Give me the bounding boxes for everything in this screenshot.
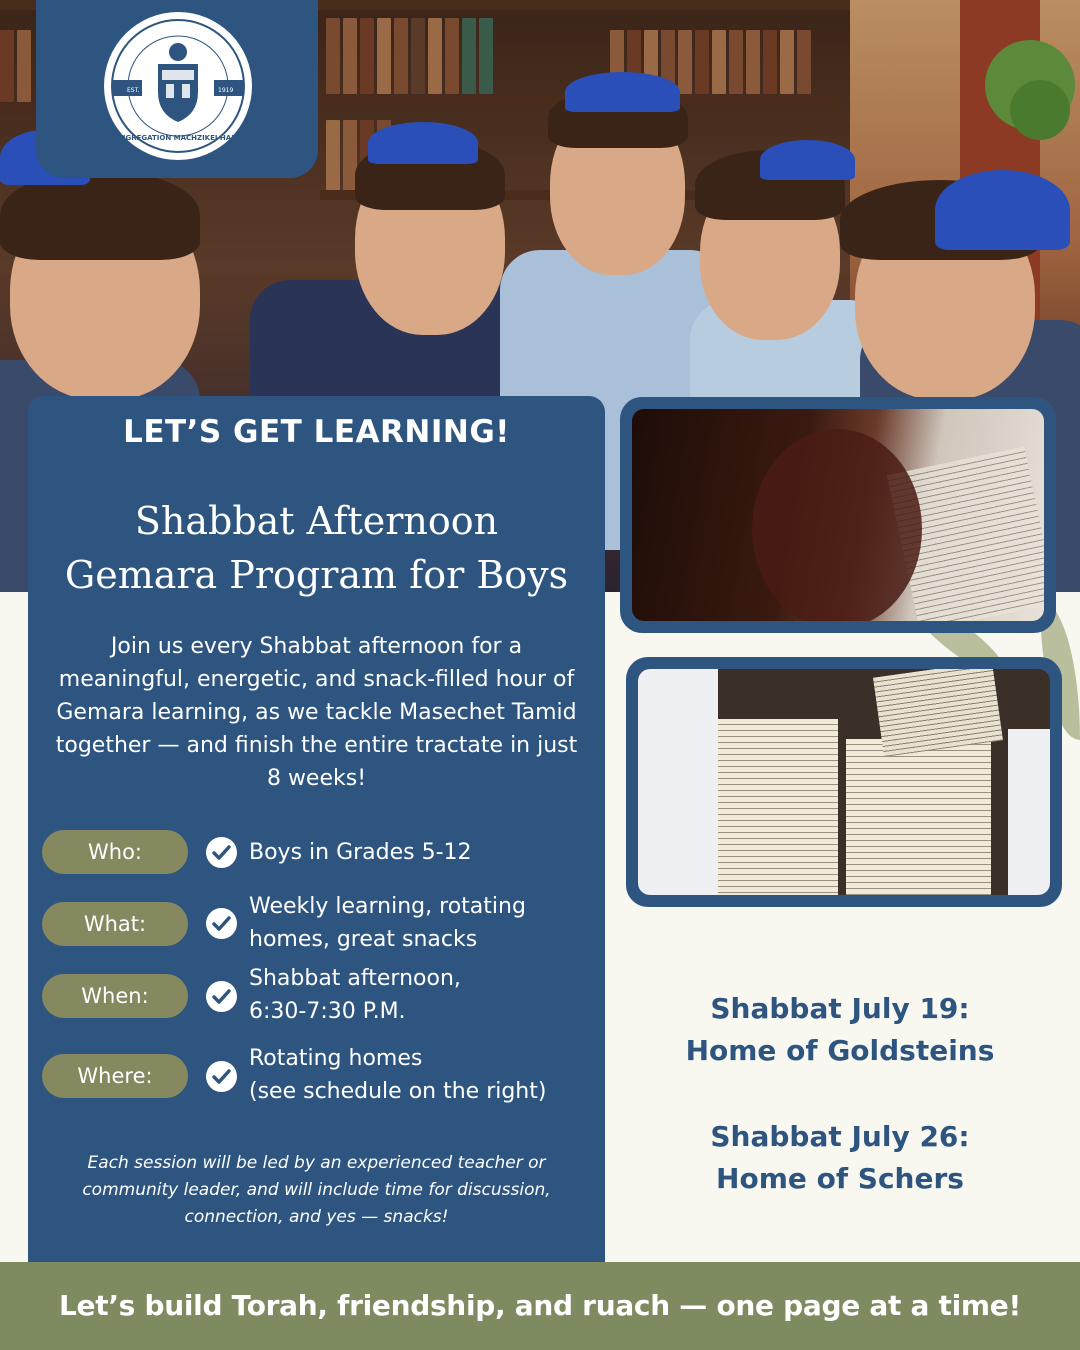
photo-study-table (626, 657, 1062, 907)
detail-when (42, 968, 592, 1038)
footer-tagline: Let’s build Torah, friendship, and ruach — one page at a time! (0, 1262, 1080, 1350)
checkmark-icon (206, 1061, 237, 1092)
detail-what (42, 890, 592, 960)
detail-value-line: Weekly learning, rotating (249, 894, 526, 919)
program-title (28, 494, 605, 602)
program-title-line1: Shabbat Afternoon (134, 499, 499, 543)
logo-tab (36, 0, 318, 178)
schedule-entry (640, 988, 1040, 1072)
schedule-host: Home of Schers (716, 1162, 964, 1195)
checkmark-icon (206, 981, 237, 1012)
detail-value-line: 6:30-7:30 P.M. (249, 999, 406, 1024)
checkmark-icon (206, 908, 237, 939)
kicker-heading: LET’S GET LEARNING! (123, 414, 510, 450)
photo-study-image (638, 669, 1050, 895)
congregation-logo (104, 12, 252, 160)
detail-value (249, 962, 594, 1028)
head-silhouette (752, 429, 922, 621)
detail-value (249, 1042, 594, 1108)
photo-closeup-image (632, 409, 1044, 621)
logo-est: EST. (127, 87, 140, 94)
logo-name: CONGREGATION MACHZIKEI HADAS (108, 134, 248, 142)
bookshelf (0, 105, 40, 115)
arm-sleeve (638, 669, 718, 895)
books (0, 30, 31, 102)
arm-sleeve (1008, 729, 1050, 895)
schedule-host: Home of Goldsteins (685, 1034, 995, 1067)
schedule-date: Shabbat July 26: (710, 1120, 970, 1153)
logo-text-overlay (104, 12, 252, 160)
detail-value (249, 890, 594, 956)
detail-label-pill: When: (42, 974, 188, 1018)
session-note: Each session will be led by an experienced teacher or community leader, and will include time for discussion, connection, and yes — snacks! (82, 1153, 551, 1227)
detail-label-pill: Where: (42, 1054, 188, 1098)
detail-value-line: Rotating homes (249, 1046, 423, 1071)
detail-where (42, 1048, 592, 1118)
detail-value-line: homes, great snacks (249, 927, 478, 952)
detail-value-line: (see schedule on the right) (249, 1079, 547, 1104)
detail-label-pill: What: (42, 902, 188, 946)
checkmark-icon (206, 837, 237, 868)
photo-gemara-closeup (620, 397, 1056, 633)
schedule-entry (640, 1116, 1040, 1200)
detail-value-line: Boys in Grades 5-12 (249, 840, 472, 865)
detail-value (249, 836, 594, 869)
detail-label-pill: Who: (42, 830, 188, 874)
books (326, 18, 493, 94)
schedule-date: Shabbat July 19: (710, 992, 970, 1025)
info-panel (28, 396, 605, 1262)
open-book (708, 719, 838, 895)
program-title-line2: Gemara Program for Boys (64, 553, 569, 597)
plant (1010, 80, 1070, 140)
detail-value-line: Shabbat afternoon, (249, 966, 461, 991)
program-description: Join us every Shabbat afternoon for a meaningful, energetic, and snack-filled hour of Gemara learning, as we tackle Masechet Tamid together — and finish the entire tractate in just 8 weeks! (55, 634, 578, 791)
logo-year: 1919 (218, 87, 234, 94)
open-book (846, 739, 991, 895)
